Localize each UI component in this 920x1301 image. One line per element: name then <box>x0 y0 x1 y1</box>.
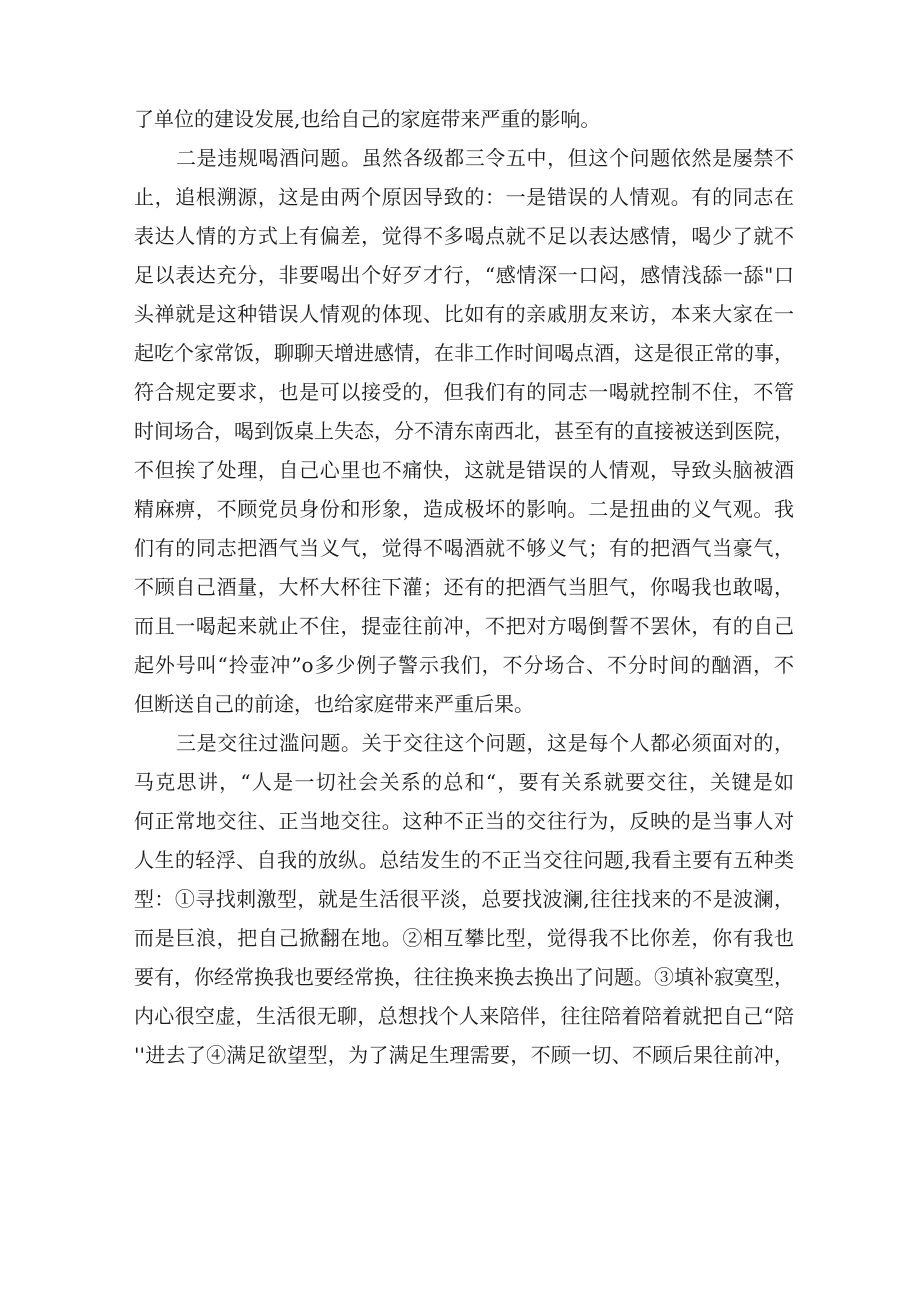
text-line: 不但挨了处理，自己心里也不痛快，这就是错误的人情观，导致头脑被酒 <box>134 458 794 482</box>
text-line: 符合规定要求，也是可以接受的，但我们有的同志一喝就控制不住，不管 <box>134 380 794 404</box>
text-line: 但断送自己的前途，也给家庭带来严重后果。 <box>134 692 534 716</box>
text-line: 而是巨浪，把自己掀翻在地。②相互攀比型，觉得我不比你差，你有我也 <box>134 926 794 950</box>
text-line: 型：①寻找刺激型，就是生活很平淡，总要找波澜,往往找来的不是波澜， <box>134 887 794 911</box>
text-line: 时间场合，喝到饭桌上失态，分不清东南西北，甚至有的直接被送到医院， <box>134 419 794 443</box>
text-line: ''进去了④满足欲望型，为了满足生理需要，不顾一切、不顾后果往前冲， <box>134 1043 794 1067</box>
text-line: 人生的轻浮、自我的放纵。总结发生的不正当交往问题,我看主要有五种类 <box>134 848 794 872</box>
paragraph-2 <box>134 139 794 724</box>
text-line: 二是违规喝酒问题。虽然各级都三令五中，但这个问题依然是屡禁不 <box>176 146 794 170</box>
text-line: 表达人情的方式上有偏差，觉得不多喝点就不足以表达感情，喝少了就不 <box>134 224 794 248</box>
text-line: 起吃个家常饭，聊聊天增进感情，在非工作时间喝点酒，这是很正常的事， <box>134 341 794 365</box>
text-line: 不顾自己酒量，大杯大杯往下灌；还有的把酒气当胆气，你喝我也敢喝， <box>134 575 794 599</box>
text-line: 止，追根溯源，这是由两个原因导致的：一是错误的人情观。有的同志在 <box>134 185 794 209</box>
text-line: 头禅就是这种错误人情观的体现、比如有的亲戚朋友来访，本来大家在一 <box>134 302 794 326</box>
paragraph-3 <box>134 724 794 1075</box>
text-line: 马克思讲，“人是一切社会关系的总和“，要有关系就要交往，关键是如 <box>134 770 794 794</box>
text-line: 而且一喝起来就止不住，提壶往前冲，不把对方喝倒誓不罢休，有的自己 <box>134 614 794 638</box>
text-line: 内心很空虚，生活很无聊，总想找个人来陪伴，往往陪着陪着就把自己“陪 <box>134 1004 794 1028</box>
text-line: 了单位的建设发展,也给自己的家庭带来严重的影响。 <box>134 107 601 131</box>
text-line: 三是交往过滥问题。关于交往这个问题，这是每个人都必须面对的， <box>176 731 794 755</box>
text-line: 何正常地交往、正当地交往。这种不正当的交往行为，反映的是当事人对 <box>134 809 794 833</box>
body-text <box>134 100 794 1075</box>
text-line: 要有，你经常换我也要经常换，往往换来换去换出了问题。③填补寂寞型， <box>134 965 794 989</box>
text-line: 起外号叫“拎壶冲”o多少例子警示我们，不分场合、不分时间的酗酒，不 <box>134 653 794 677</box>
text-line: 足以表达充分，非要喝出个好歹才行，“感情深一口闷，感情浅舔一舔"口 <box>134 263 794 287</box>
text-line: 们有的同志把酒气当义气，觉得不喝酒就不够义气；有的把酒气当豪气， <box>134 536 794 560</box>
text-line: 精麻痹，不顾党员身份和形象，造成极坏的影响。二是扭曲的义气观。我 <box>134 497 794 521</box>
paragraph-1 <box>134 100 794 139</box>
